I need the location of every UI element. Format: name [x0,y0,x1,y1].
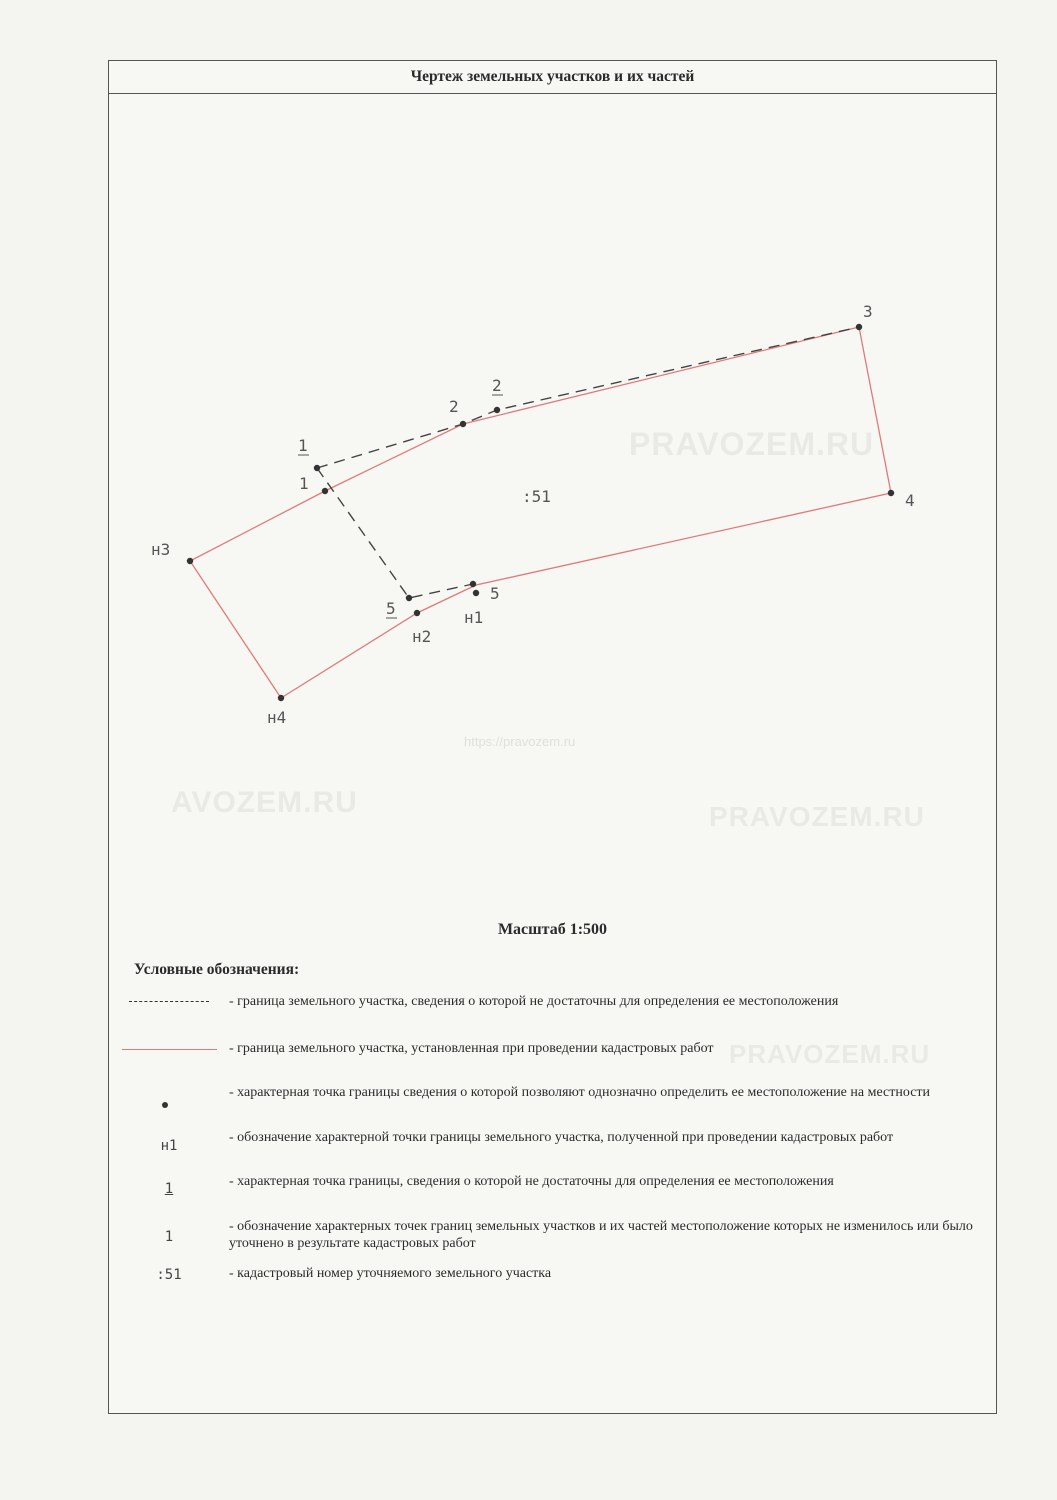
scale-label: Масштаб 1:500 [497,921,608,938]
point-u2 [494,407,500,413]
uncertain-boundary-line [317,327,859,468]
point-2 [460,421,466,427]
label-2: 2 [449,397,459,416]
point-5 [470,581,476,587]
point-4 [888,490,894,496]
cadastral-number-symbol: :51 [156,1267,182,1283]
legend-text: - обозначение характерной точки границы земельного участка, полученной при проведении кадастровых работ [229,1130,894,1145]
label-u1: 1 [298,436,308,455]
point-3 [856,324,862,330]
point-dot-symbol [162,1102,168,1108]
legend-title: Условные обозначения: [134,961,300,978]
established-boundary-line [190,327,891,698]
uncertain-boundary-line-2 [317,468,473,598]
watermark-center: PRAVOZEM.RU [629,426,875,462]
legend-text: - характерная точка границы сведения о которой позволяют однозначно определить ее местоположение на местности [229,1085,931,1100]
parcel-drawing [109,61,998,761]
legend-text: - обозначение характерных точек границ земельных участков и их частей местоположение которых не изменилось или было уточнено в результате кадастровых работ [229,1219,973,1251]
label-1: 1 [299,474,309,493]
label-3: 3 [863,302,873,321]
watermark-url: https://pravozem.ru [464,734,576,749]
watermark-left: AVOZEM.RU [171,786,358,819]
uncertain-point-symbol: 1 [164,1181,174,1197]
label-n1: н1 [464,608,484,627]
red-line-symbol [122,1049,217,1050]
point-n3 [278,695,284,701]
new-point-symbol: н1 [160,1138,178,1154]
point-n4 [187,558,193,564]
label-n4: н3 [151,540,171,559]
point-1 [322,488,328,494]
label-n3: н4 [267,708,287,727]
point-n1 [473,590,479,596]
label-u5: 5 [386,599,396,618]
point-u1 [314,465,320,471]
existing-point-symbol: 1 [164,1229,174,1245]
dashed-line-symbol [129,1001,209,1002]
label-4: 4 [905,491,915,510]
label-u2: 2 [492,376,502,395]
legend-text: - граница земельного участка, сведения о которой не достаточны для определения ее местоположения [229,994,839,1009]
label-5: 5 [490,584,500,603]
sheet-title: Чертеж земельных участков и их частей [109,61,996,94]
drawing-sheet [108,60,997,1414]
point-n2 [414,610,420,616]
parcel-number-label: :51 [522,487,551,506]
legend-text: - характерная точка границы, сведения о которой не достаточны для определения ее местоположения [229,1174,834,1189]
label-n2: н2 [412,627,432,646]
watermark-bottom-right: PRAVOZEM.RU [709,801,925,832]
point-u5 [406,595,412,601]
legend-text: - кадастровый номер уточняемого земельного участка [229,1266,552,1281]
legend-text: - граница земельного участка, установленная при проведении кадастровых работ [229,1041,714,1056]
watermark-legend: PRAVOZEM.RU [729,1039,931,1069]
